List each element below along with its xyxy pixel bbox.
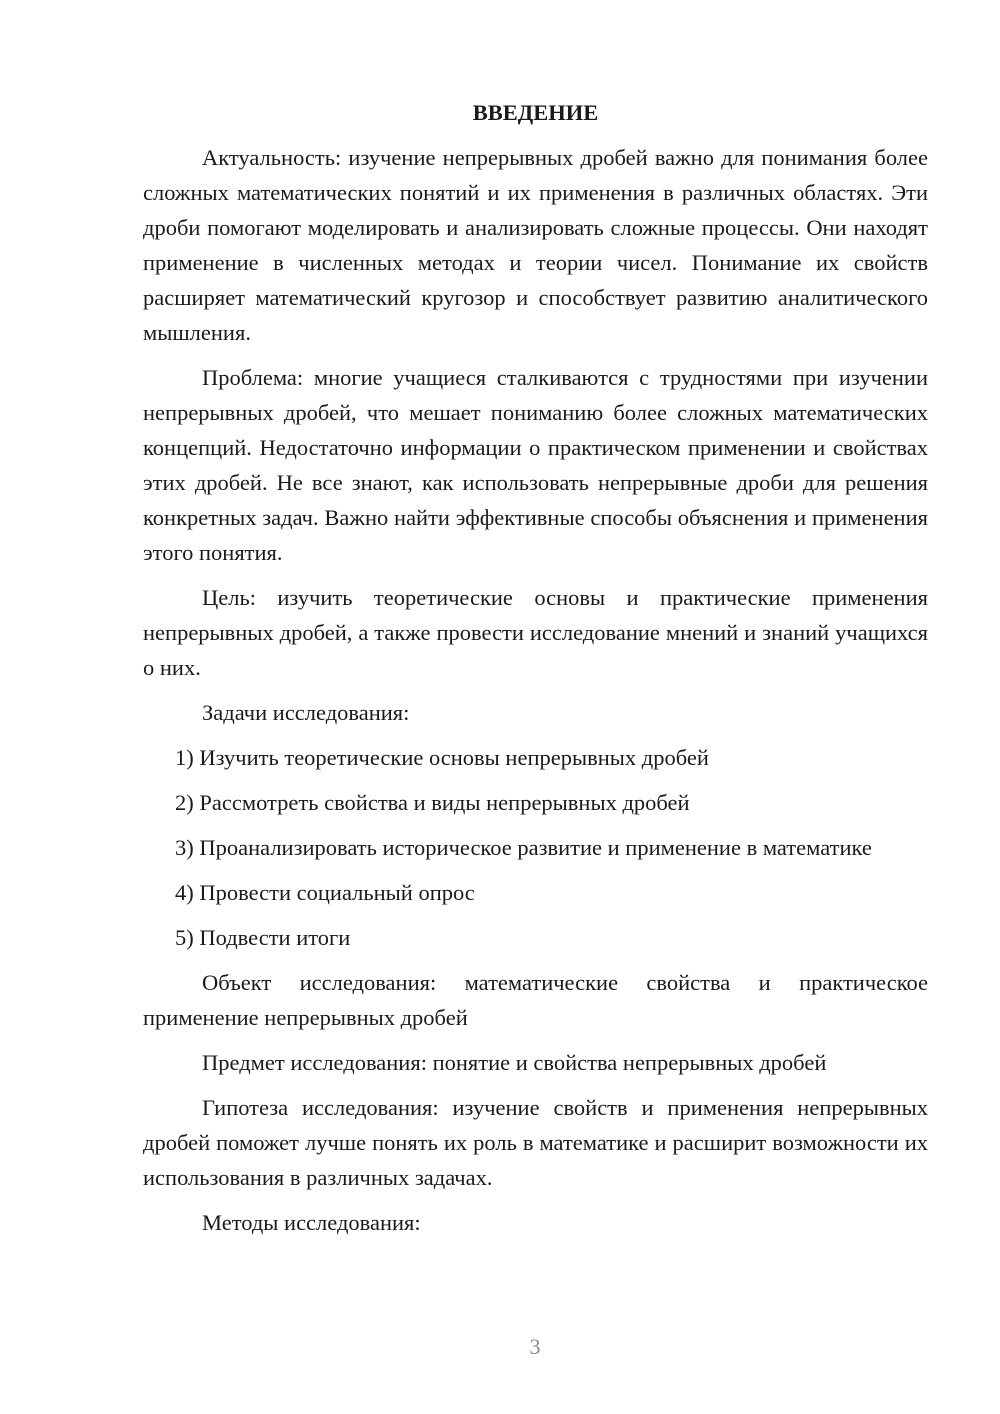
paragraph-relevance: Актуальность: изучение непрерывных дробей важно для понимания более сложных математических понятий и их применения в различных областях. Эти дроби помогают моделировать и анализировать сложные процессы. Они находят применение в численных методах и теории чисел. Понимание их свойств расширяет математический кругозор и способствует развитию аналитического мышления. (143, 145, 928, 345)
methods-heading: Методы исследования: (202, 1210, 421, 1235)
task-item-5: 5) Подвести итоги (175, 925, 351, 950)
task-item-3: 3) Проанализировать историческое развитие и применение в математике (175, 835, 872, 860)
task-item-2: 2) Рассмотреть свойства и виды непрерывных дробей (175, 790, 690, 815)
paragraph-object: Объект исследования: математические свойства и практическое применение непрерывных дробей (143, 970, 928, 1030)
task-item-1: 1) Изучить теоретические основы непрерывных дробей (175, 745, 709, 770)
document-page (143, 95, 928, 1250)
task-item-4: 4) Провести социальный опрос (175, 880, 475, 905)
tasks-heading: Задачи исследования: (202, 700, 410, 725)
paragraph-problem: Проблема: многие учащиеся сталкиваются с трудностями при изучении непрерывных дробей, что мешает пониманию более сложных математических концепций. Недостаточно информации о практическом применении и свойствах этих дробей. Не все знают, как использовать непрерывные дроби для решения конкретных задач. Важно найти эффективные способы объяснения и применения этого понятия. (143, 365, 928, 565)
paragraph-goal: Цель: изучить теоретические основы и практические применения непрерывных дробей, а также провести исследование мнений и знаний учащихся о них. (143, 585, 928, 680)
paragraph-subject: Предмет исследования: понятие и свойства непрерывных дробей (202, 1050, 827, 1075)
page-number: 3 (529, 1334, 541, 1359)
paragraph-hypothesis: Гипотеза исследования: изучение свойств и применения непрерывных дробей поможет лучше понять их роль в математике и расширит возможности их использования в различных задачах. (143, 1095, 928, 1190)
section-title: ВВЕДЕНИЕ (472, 100, 599, 125)
